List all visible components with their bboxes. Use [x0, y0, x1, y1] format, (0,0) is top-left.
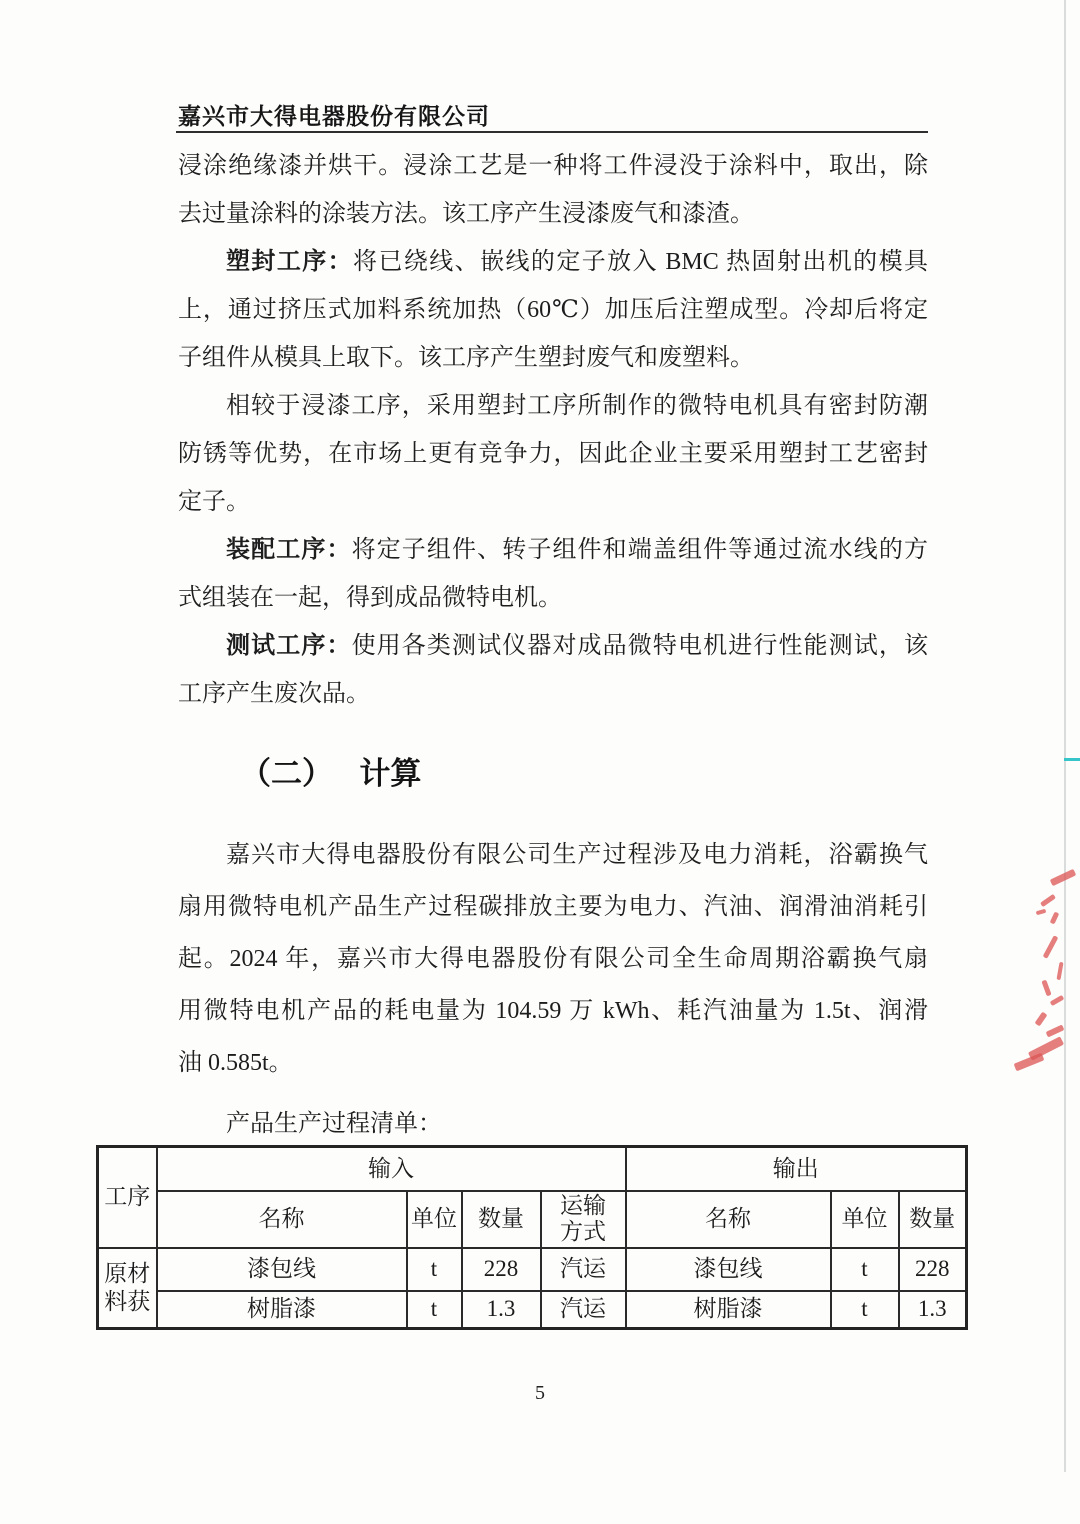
sub-header: 数量 [899, 1191, 967, 1248]
text-line: 浸涂绝缘漆并烘干。浸涂工艺是一种将工件浸没于涂料中，取出，除 [178, 153, 928, 179]
table-cell: t [407, 1248, 462, 1291]
scan-edge-line [1064, 0, 1066, 1472]
table-cell: t [831, 1248, 899, 1291]
text-line: 定子。 [178, 489, 250, 515]
sub-header: 单位 [407, 1191, 462, 1248]
paragraph-lead: 塑封工序： [226, 249, 354, 275]
table-cell: 1.3 [899, 1291, 967, 1329]
stamp-mark [1043, 935, 1059, 959]
text-line: 测试工序：使用各类测试仪器对成品微特电机进行性能测试，该 [226, 633, 929, 659]
sub-header: 名称 [626, 1191, 831, 1248]
stamp-mark [1041, 980, 1051, 997]
table-header-label: 运输方式 [560, 1192, 606, 1244]
scan-color-mark [1064, 758, 1080, 761]
sub-header: 数量 [462, 1191, 541, 1248]
header-company-name: 嘉兴市大得电器股份有限公司 [178, 103, 490, 129]
text-line: 用微特电机产品的耗电量为 104.59 万 kWh、耗汽油量为 1.5t、润滑 [178, 998, 928, 1024]
text-line: 相较于浸漆工序，采用塑封工序所制作的微特电机具有密封防潮 [226, 393, 928, 419]
table-cell: 树脂漆 [157, 1291, 407, 1329]
text-line: 装配工序：将定子组件、转子组件和端盖组件等通过流水线的方 [226, 537, 929, 563]
sub-header: 名称 [157, 1191, 407, 1248]
table-cell: t [407, 1291, 462, 1329]
text-line: 工序产生废次品。 [178, 681, 370, 707]
text-line: 子组件从模具上取下。该工序产生塑封废气和废塑料。 [178, 345, 754, 371]
stamp-mark [1046, 1024, 1065, 1037]
text-line: 起。2024 年，嘉兴市大得电器股份有限公司全生命周期浴霸换气扇 [178, 946, 928, 972]
stamp-mark [1035, 1012, 1048, 1027]
table-cell: 漆包线 [157, 1248, 407, 1291]
paragraph-lead: 测试工序： [226, 633, 352, 659]
page-number: 5 [535, 1382, 545, 1404]
section-number: （二） [240, 756, 333, 791]
text-line: 扇用微特电机产品生产过程碳排放主要为电力、汽油、润滑油消耗引 [178, 894, 928, 920]
table-cell: 1.3 [462, 1291, 541, 1329]
stamp-mark [1056, 962, 1063, 980]
corner-header: 工序 [98, 1147, 157, 1248]
production-table [96, 1145, 968, 1330]
text-line: 油 0.585t。 [178, 1050, 293, 1076]
header-divider [176, 131, 928, 133]
table-row [98, 1291, 967, 1329]
input-group-header: 输入 [157, 1147, 626, 1191]
stamp-mark [1050, 995, 1065, 1006]
row-group-label: 原材料获 [98, 1248, 157, 1329]
text-line: 嘉兴市大得电器股份有限公司生产过程涉及电力消耗，浴霸换气 [226, 842, 928, 868]
text-line: 式组装在一起，得到成品微特电机。 [178, 585, 562, 611]
table-cell: 228 [899, 1248, 967, 1291]
table-sub-header-row [98, 1191, 967, 1248]
table-cell: 228 [462, 1248, 541, 1291]
red-stamp [1005, 862, 1080, 1077]
calc-paragraph [178, 829, 928, 1089]
table-row [98, 1248, 967, 1291]
section-title: 计算 [359, 756, 422, 791]
sub-header [541, 1191, 626, 1248]
sub-header: 单位 [831, 1191, 899, 1248]
table-cell: 漆包线 [626, 1248, 831, 1291]
output-group-header: 输出 [626, 1147, 967, 1191]
paragraph-lead: 装配工序： [226, 537, 352, 563]
table-cell: t [831, 1291, 899, 1329]
stamp-mark [1036, 909, 1047, 915]
text-line: 上，通过挤压式加料系统加热（60℃）加压后注塑成型。冷却后将定 [178, 297, 928, 323]
section-heading [240, 748, 421, 793]
table-cell: 汽运 [541, 1248, 626, 1291]
text-line: 防锈等优势，在市场上更有竞争力，因此企业主要采用塑封工艺密封 [178, 441, 928, 467]
stamp-mark [1050, 912, 1060, 925]
text-line: 塑封工序：将已绕线、嵌线的定子放入 BMC 热固射出机的模具 [226, 249, 928, 275]
stamp-mark [1040, 894, 1056, 907]
text-line: 去过量涂料的涂装方法。该工序产生浸漆废气和漆渣。 [178, 201, 754, 227]
table-intro: 产品生产过程清单： [226, 1111, 442, 1137]
table-cell: 树脂漆 [626, 1291, 831, 1329]
table-cell: 汽运 [541, 1291, 626, 1329]
table-group-header-row [98, 1147, 967, 1191]
process-paragraphs [178, 142, 928, 718]
stamp-mark [1050, 869, 1077, 886]
